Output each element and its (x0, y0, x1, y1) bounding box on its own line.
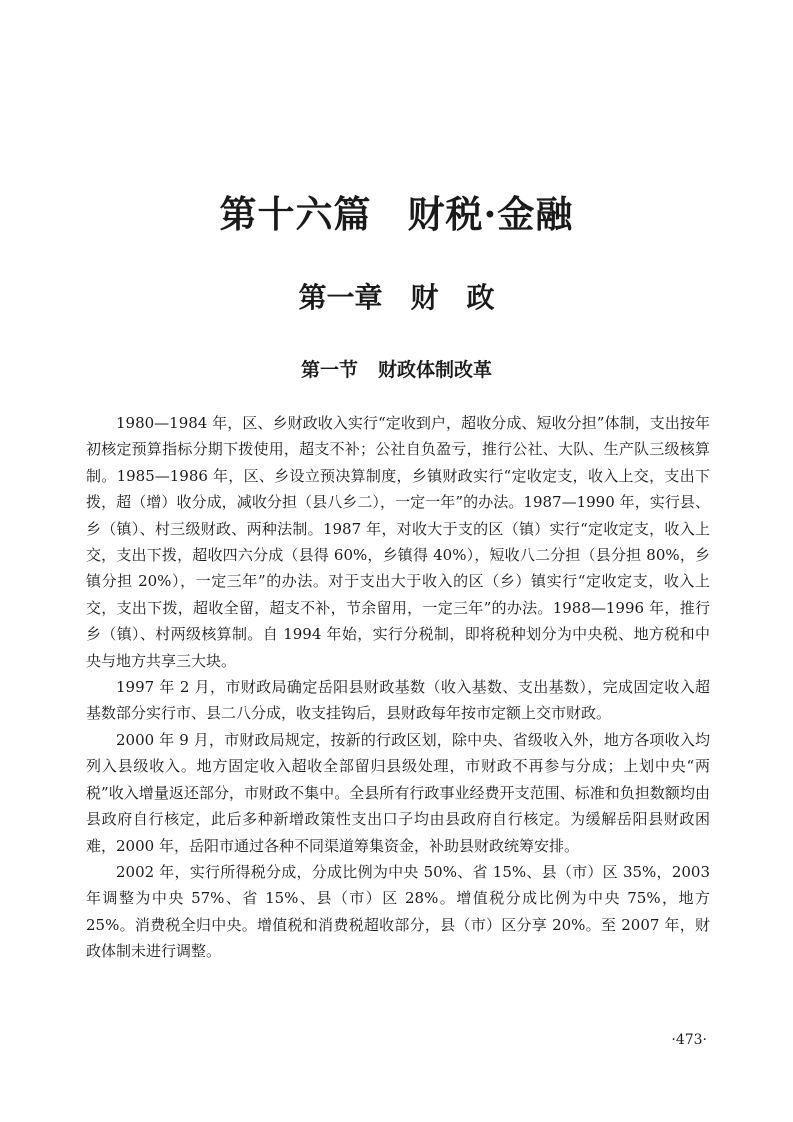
section-number: 第一节 (300, 359, 358, 381)
part-number: 第十六篇 (219, 192, 372, 236)
chapter-name: 财 政 (410, 281, 495, 314)
paragraph: 1980—1984 年，区、乡财政收入实行“定收到户，超收分成、短收分担”体制，支出按年初核定预算指标分期下拨使用，超支不补；公社自负盈亏，推行公社、大队、生产队三级核算制。1985—1986 年，区、乡设立预决算制度，乡镇财政实行“定收定支，收入上交，支出下拨，超（增）收分成，减收分担（县八乡二），一定一年”的办法。1987—1990 年，实行县、乡（镇）、村三级财政、两种法制。1987 年，对收大于支的区（镇）实行“定收定支，收入上交，支出下拨，超收四六分成（县得 60%，乡镇得 40%），短收八二分担（县分担 80%，乡镇分担 20%），一定三年”的办法。对于支出大于收入的区（乡）镇实行“定收定支，收入上交，支出下拨，超收全留，超支不补，节余留用，一定三年”的办法。1988—1996 年，推行乡（镇）、村两级核算制。自 1994 年始，实行分税制，即将税种划分为中央税、地方税和中央与地方共享三大块。 (86, 414, 710, 670)
chapter-title (0, 278, 793, 318)
paragraph: 1997 年 2 月，市财政局确定岳阳县财政基数（收入基数、支出基数），完成固定收入超基数部分实行市、县二八分成，收支挂钩后，县财政每年按市定额上交市财政。 (86, 678, 710, 723)
section-name: 财政体制改革 (378, 359, 493, 381)
part-title (0, 186, 793, 242)
paragraph: 2002 年，实行所得税分成，分成比例为中央 50%、省 15%、县（市）区 35%，2003 年调整为中央 57%、省 15%、县（市）区 28%。增值税分成比例为中央 75%，地方 25%。消费税全归中央。增值税和消费税超收部分，县（市）区分享 20%。至 2007 年，财政体制未进行调整。 (86, 862, 710, 961)
page-number: ·473· (671, 1032, 707, 1048)
section-title (0, 356, 793, 384)
body-text (86, 410, 710, 965)
part-name: 财税·金融 (407, 192, 574, 236)
chapter-number: 第一章 (298, 281, 383, 314)
paragraph: 2000 年 9 月，市财政局规定，按新的行政区划，除中央、省级收入外，地方各项收入均列入县级收入。地方固定收入超收全部留归县级处理，市财政不再参与分成；上划中央“两税”收入增量返还部分，市财政不集中。全县所有行政事业经费开支范围、标准和负担数额均由县政府自行核定，此后多种新增政策性支出口子均由县政府自行核定。为缓解岳阳县财政困难，2000 年，岳阳市通过各种不同渠道筹集资金，补助县财政统筹安排。 (86, 730, 710, 855)
